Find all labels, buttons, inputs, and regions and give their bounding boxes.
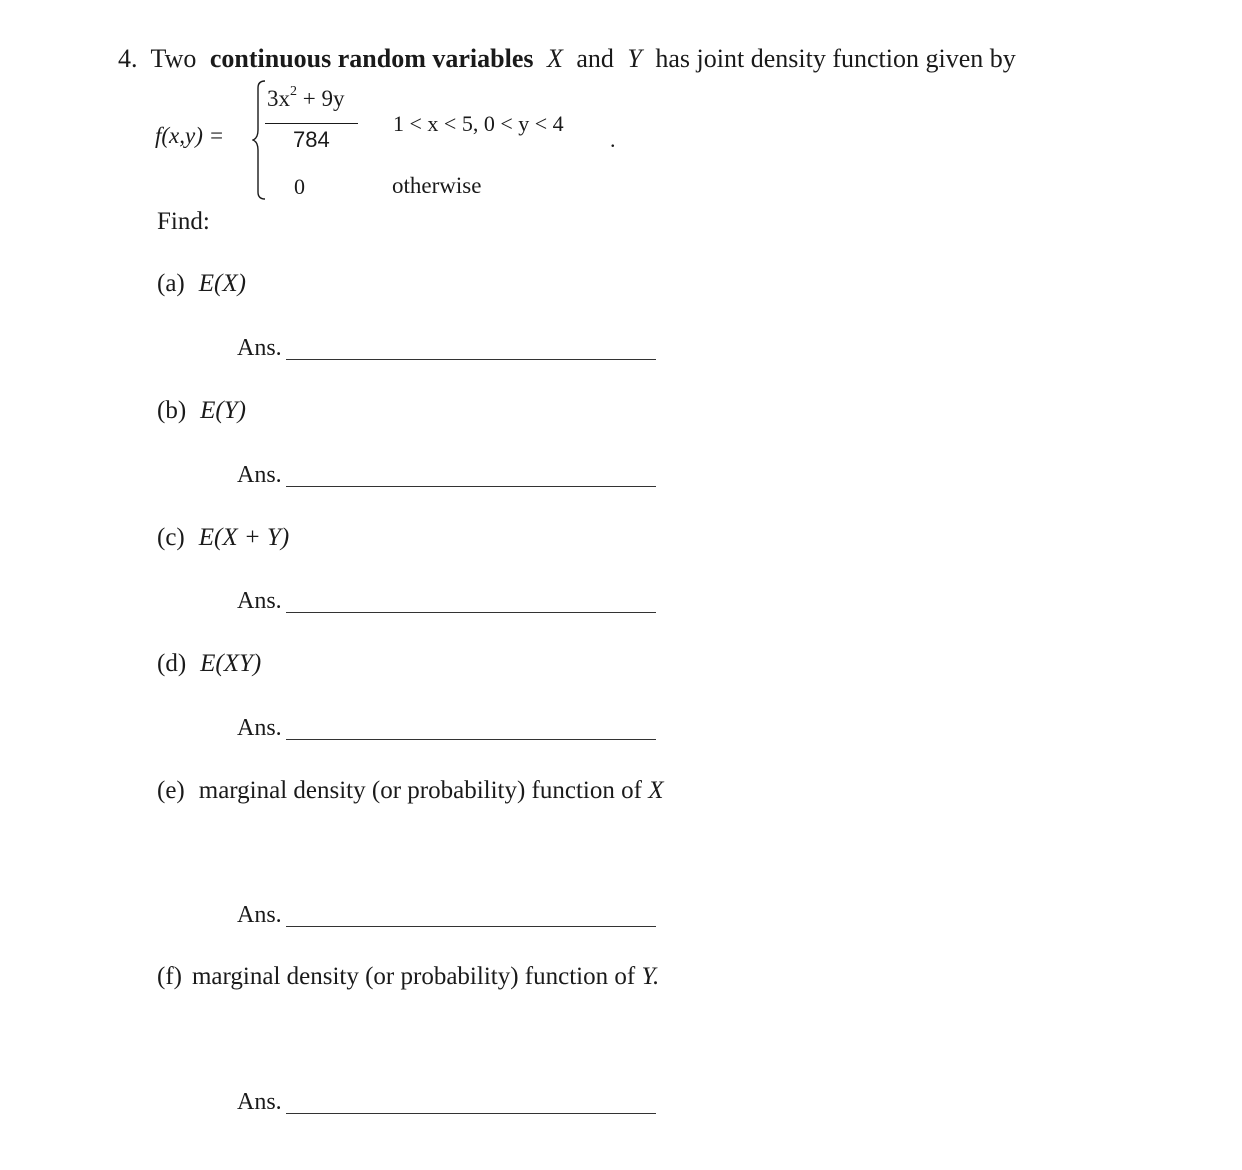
intro-bold-text: continuous random variables	[209, 44, 534, 73]
part-label: (e)	[157, 777, 185, 804]
answer-label-b: Ans.	[237, 462, 282, 488]
answer-blank-c[interactable]	[286, 612, 656, 613]
part-label: (c)	[157, 524, 185, 551]
answer-blank-b[interactable]	[286, 486, 656, 487]
intro-rest: has joint density function given by	[655, 44, 1016, 73]
answer-label-a: Ans.	[237, 335, 282, 361]
answer-blank-f[interactable]	[286, 1113, 656, 1114]
variable-x: X	[546, 44, 563, 73]
find-label: Find:	[157, 208, 210, 235]
otherwise-value: 0	[294, 174, 305, 199]
part-label: (d)	[157, 650, 187, 677]
answer-label-c: Ans.	[237, 588, 282, 614]
otherwise-label: otherwise	[392, 173, 482, 198]
part-variable: X	[648, 777, 664, 804]
intro-and: and	[576, 44, 614, 73]
part-b	[157, 397, 246, 425]
answer-label-d: Ans.	[237, 715, 282, 741]
density-denominator: 784	[293, 127, 330, 152]
numerator-rest: + 9y	[302, 86, 345, 111]
left-brace	[252, 80, 266, 200]
condition-period: .	[610, 127, 616, 152]
answer-blank-a[interactable]	[286, 359, 656, 360]
part-f	[157, 963, 659, 991]
part-c	[157, 524, 289, 552]
part-text: E(XY)	[200, 650, 262, 677]
answer-blank-d[interactable]	[286, 739, 656, 740]
numerator-exponent: 2	[290, 84, 297, 100]
density-lhs: f(x,y) =	[155, 123, 225, 148]
part-text: E(X)	[198, 270, 246, 297]
answer-label-e: Ans.	[237, 902, 282, 928]
part-e	[157, 777, 663, 805]
part-label: (a)	[157, 270, 185, 297]
part-variable: Y.	[641, 963, 660, 990]
part-text: marginal density (or probability) function of	[191, 963, 636, 990]
part-a	[157, 270, 246, 298]
numerator-base: 3x	[267, 86, 290, 111]
intro-text: Two	[150, 44, 197, 73]
fraction-bar	[265, 123, 358, 124]
problem-number: 4.	[118, 44, 138, 73]
part-d	[157, 650, 261, 678]
part-text: marginal density (or probability) function of	[198, 777, 642, 804]
problem-statement	[118, 44, 1023, 74]
answer-blank-e[interactable]	[286, 926, 656, 927]
variable-y: Y	[627, 44, 642, 73]
part-text: E(Y)	[200, 397, 246, 424]
part-text: E(X + Y)	[198, 524, 290, 551]
density-condition: 1 < x < 5, 0 < y < 4	[393, 111, 564, 136]
density-numerator	[267, 86, 344, 112]
part-label: (f)	[157, 963, 182, 990]
part-label: (b)	[157, 397, 187, 424]
answer-label-f: Ans.	[237, 1089, 282, 1115]
